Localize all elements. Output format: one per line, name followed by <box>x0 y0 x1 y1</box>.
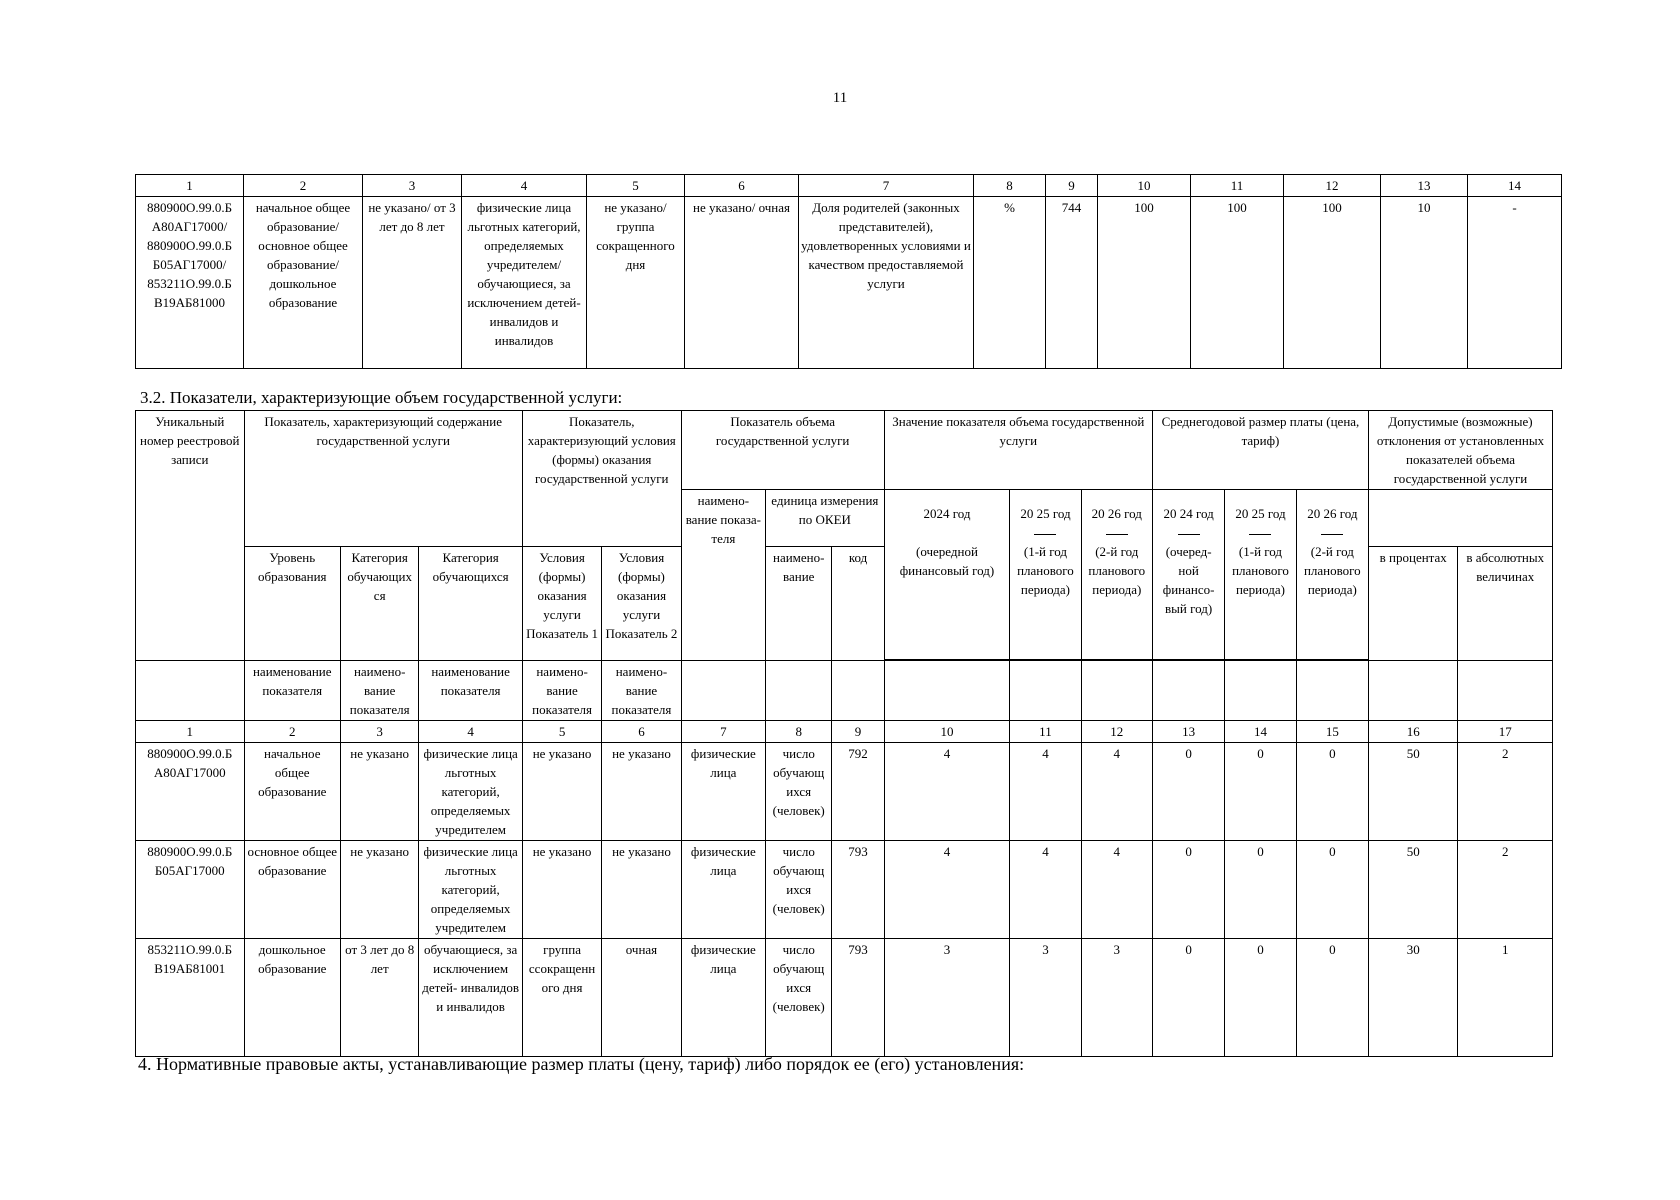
row-category-1: не указано <box>340 841 418 939</box>
header-volume-values: Значение показателя объема государственной услуги <box>884 411 1152 490</box>
col-number: 15 <box>1296 721 1368 743</box>
value-2025-sublabel: (1-й год планового периода) <box>1017 544 1074 597</box>
table1-value-2026: 100 <box>1284 197 1381 369</box>
header-indicator-name: наимено- вание показа- теля <box>681 490 765 661</box>
header-name-2: наимено- вание показателя <box>340 661 418 721</box>
header-content-indicator: Показатель, характеризующий содержание государственной услуги <box>244 411 522 547</box>
col-number: 12 <box>1081 721 1152 743</box>
header-empty <box>1458 661 1553 721</box>
separator-line <box>1321 534 1343 535</box>
row-registry-number: 880900О.99.0.Б А80АГ17000 <box>136 743 245 841</box>
table1-col-number: 3 <box>363 175 462 197</box>
table1-col-number: 4 <box>462 175 587 197</box>
col-number: 3 <box>340 721 418 743</box>
header-empty <box>1225 661 1296 721</box>
table2-header-row-5 <box>136 661 1553 721</box>
row-fee-2024: 0 <box>1152 939 1224 1057</box>
row-condition-1: группа ссокращенн ого дня <box>522 939 601 1057</box>
table1-row <box>136 197 1562 369</box>
table1-student-group: физические лица льготных категорий, определяемых учредителем/ обучающиеся, за исключением детей-инвалидов и инвалидов <box>462 197 587 369</box>
header-unit-code: код <box>832 547 884 661</box>
row-value-2025: 4 <box>1010 841 1081 939</box>
table1-value-2025: 100 <box>1191 197 1284 369</box>
separator-line <box>1249 534 1271 535</box>
table1-education-level: начальное общее образование/ основное общее образование/ дошкольное образование <box>244 197 363 369</box>
header-empty <box>766 661 832 721</box>
header-percent: в процентах <box>1369 547 1458 661</box>
row-fee-2026: 0 <box>1296 841 1368 939</box>
col-number: 4 <box>419 721 523 743</box>
row-unit-name: число обучающ ихся (человек) <box>766 841 832 939</box>
section-heading-3-2: 3.2. Показатели, характеризующие объем государственной услуги: <box>140 388 623 407</box>
value-2025-label: 20 25 год <box>1020 506 1071 521</box>
table1-deviation-absolute: - <box>1468 197 1562 369</box>
col-number: 9 <box>832 721 884 743</box>
header-condition-2: Условия (формы) оказания услуги Показатель 2 <box>602 547 681 661</box>
table1-condition-2: не указано/ очная <box>685 197 799 369</box>
header-fee-2024 <box>1152 490 1224 660</box>
fee-2025-label: 20 25 год <box>1235 506 1286 521</box>
header-deviations-cont <box>1369 490 1553 547</box>
row-category-1: не указано <box>340 743 418 841</box>
header-okei-unit: единица измерения по ОКЕИ <box>766 490 885 547</box>
header-name-3: наименование показателя <box>419 661 523 721</box>
header-name-5: наимено- вание показателя <box>602 661 681 721</box>
col-number: 16 <box>1369 721 1458 743</box>
row-fee-2024: 0 <box>1152 841 1224 939</box>
table1-col-number: 6 <box>685 175 799 197</box>
row-condition-1: не указано <box>522 841 601 939</box>
col-number: 7 <box>681 721 765 743</box>
fee-2026-sublabel: (2-й год планового периода) <box>1303 544 1361 597</box>
separator-line <box>1106 534 1128 535</box>
row-unit-code: 792 <box>832 743 884 841</box>
table1-unit: % <box>974 197 1046 369</box>
row-registry-number: 853211О.99.0.Б В19АБ81001 <box>136 939 245 1057</box>
row-condition-2: не указано <box>602 743 681 841</box>
row-unit-code: 793 <box>832 841 884 939</box>
fee-2024-label: 20 24 год <box>1163 506 1214 521</box>
row-deviation-percent: 50 <box>1369 743 1458 841</box>
header-average-fee: Среднегодовой размер платы (цена, тариф) <box>1152 411 1368 490</box>
row-category-2: физические лица льготных категорий, определяемых учредителем <box>419 743 523 841</box>
table1-col-number: 10 <box>1098 175 1191 197</box>
row-fee-2024: 0 <box>1152 743 1224 841</box>
header-empty <box>1296 661 1368 721</box>
col-number: 5 <box>522 721 601 743</box>
header-category-2: Категория обучающихся <box>419 547 523 661</box>
table1-col-number: 11 <box>1191 175 1284 197</box>
header-unit-name: наимено- вание <box>766 547 832 661</box>
header-value-2025 <box>1010 490 1081 660</box>
row-value-2025: 4 <box>1010 743 1081 841</box>
row-fee-2025: 0 <box>1225 939 1296 1057</box>
row-value-2025: 3 <box>1010 939 1081 1057</box>
row-value-2024: 4 <box>884 743 1010 841</box>
header-empty <box>1010 661 1081 721</box>
value-2026-label: 20 26 год <box>1091 506 1142 521</box>
row-indicator-name: физические лица <box>681 841 765 939</box>
separator-line <box>1178 534 1200 535</box>
header-empty <box>1152 661 1224 721</box>
table2-col-number-row <box>136 721 1553 743</box>
col-number: 11 <box>1010 721 1081 743</box>
table1-col-number: 9 <box>1046 175 1098 197</box>
row-education-level: основное общее образование <box>244 841 340 939</box>
header-conditions-indicator: Показатель, характеризующий условия (формы) оказания государственной услуги <box>522 411 681 547</box>
row-category-2: физические лица льготных категорий, определяемых учредителем <box>419 841 523 939</box>
header-registry-empty <box>136 661 245 721</box>
header-value-2026 <box>1081 490 1152 660</box>
fee-2025-sublabel: (1-й год планового периода) <box>1232 544 1289 597</box>
row-deviation-absolute: 2 <box>1458 743 1553 841</box>
header-empty <box>832 661 884 721</box>
table1-unit-code: 744 <box>1046 197 1098 369</box>
row-condition-1: не указано <box>522 743 601 841</box>
table1-student-category: не указано/ от 3 лет до 8 лет <box>363 197 462 369</box>
row-value-2024: 3 <box>884 939 1010 1057</box>
row-unit-name: число обучающ ихся (человек) <box>766 939 832 1057</box>
row-registry-number: 880900О.99.0.Б Б05АГ17000 <box>136 841 245 939</box>
header-fee-2026 <box>1296 490 1368 660</box>
header-value-2024 <box>884 490 1010 660</box>
table1-col-number: 8 <box>974 175 1046 197</box>
col-number: 10 <box>884 721 1010 743</box>
table-row <box>136 939 1553 1057</box>
col-number: 14 <box>1225 721 1296 743</box>
col-number: 1 <box>136 721 245 743</box>
col-number: 17 <box>1458 721 1553 743</box>
table1-value-2024: 100 <box>1098 197 1191 369</box>
fee-2024-sublabel: (очеред- ной финансо- вый год) <box>1162 544 1215 616</box>
header-unique-number: Уникальный номер реестровой записи <box>136 411 245 661</box>
table1-deviation-percent: 10 <box>1381 197 1468 369</box>
row-deviation-absolute: 1 <box>1458 939 1553 1057</box>
row-deviation-percent: 30 <box>1369 939 1458 1057</box>
row-fee-2026: 0 <box>1296 939 1368 1057</box>
value-2024-sublabel: (очередной финансовый год) <box>899 544 995 578</box>
row-category-1: от 3 лет до 8 лет <box>340 939 418 1057</box>
table1-condition-1: не указано/ группа сокращенного дня <box>587 197 685 369</box>
header-level: Уровень образования <box>244 547 340 661</box>
table1-col-number: 5 <box>587 175 685 197</box>
table1-col-number: 13 <box>1381 175 1468 197</box>
row-deviation-absolute: 2 <box>1458 841 1553 939</box>
table1-col-number: 7 <box>799 175 974 197</box>
table1-registry-number: 880900О.99.0.Б А80АГ17000/ 880900О.99.0.Б Б05АГ17000/ 853211О.99.0.Б В19АБ81000 <box>136 197 244 369</box>
row-unit-name: число обучающ ихся (человек) <box>766 743 832 841</box>
table-row <box>136 841 1553 939</box>
header-empty <box>681 661 765 721</box>
row-condition-2: очная <box>602 939 681 1057</box>
table1-col-number: 14 <box>1468 175 1562 197</box>
volume-indicators-table <box>135 410 1553 1057</box>
header-empty <box>1081 661 1152 721</box>
row-value-2024: 4 <box>884 841 1010 939</box>
row-unit-code: 793 <box>832 939 884 1057</box>
row-value-2026: 4 <box>1081 841 1152 939</box>
col-number: 2 <box>244 721 340 743</box>
table1-header-row <box>136 175 1562 197</box>
table1-col-number: 1 <box>136 175 244 197</box>
table1-col-number: 12 <box>1284 175 1381 197</box>
row-value-2026: 3 <box>1081 939 1152 1057</box>
quality-indicators-table <box>135 174 1562 369</box>
header-fee-2025 <box>1225 490 1296 660</box>
row-category-2: обучающиеся, за исключением детей- инвалидов и инвалидов <box>419 939 523 1057</box>
separator-line <box>1034 534 1056 535</box>
header-name-1: наименование показателя <box>244 661 340 721</box>
header-deviations: Допустимые (возможные) отклонения от установленных показателей объема государственной услуги <box>1369 411 1553 490</box>
row-fee-2025: 0 <box>1225 743 1296 841</box>
row-condition-2: не указано <box>602 841 681 939</box>
row-indicator-name: физические лица <box>681 743 765 841</box>
table-row <box>136 743 1553 841</box>
col-number: 13 <box>1152 721 1224 743</box>
header-absolute: в абсолютных величинах <box>1458 547 1553 661</box>
table1-col-number: 2 <box>244 175 363 197</box>
section-heading-4: 4. Нормативные правовые акты, устанавливающие размер платы (цену, тариф) либо порядок ее (его) установления: <box>138 1054 1025 1074</box>
header-name-4: наимено- вание показателя <box>522 661 601 721</box>
header-category-1: Категория обучающих ся <box>340 547 418 661</box>
header-condition-1: Условия (формы) оказания услуги Показатель 1 <box>522 547 601 661</box>
header-empty <box>884 661 1010 721</box>
fee-2026-label: 20 26 год <box>1307 506 1358 521</box>
row-fee-2025: 0 <box>1225 841 1296 939</box>
row-education-level: дошкольное образование <box>244 939 340 1057</box>
header-volume-indicator: Показатель объема государственной услуги <box>681 411 884 490</box>
row-education-level: начальное общее образование <box>244 743 340 841</box>
row-value-2026: 4 <box>1081 743 1152 841</box>
value-2026-sublabel: (2-й год планового периода) <box>1088 544 1146 597</box>
col-number: 6 <box>602 721 681 743</box>
table2-header-row-1 <box>136 411 1553 490</box>
page-number: 11 <box>832 90 848 106</box>
col-number: 8 <box>766 721 832 743</box>
table1-indicator-name: Доля родителей (законных представителей), удовлетворенных условиями и качеством предоставляемой услуги <box>799 197 974 369</box>
row-indicator-name: физические лица <box>681 939 765 1057</box>
row-fee-2026: 0 <box>1296 743 1368 841</box>
header-empty <box>1369 661 1458 721</box>
value-2024-label: 2024 год <box>923 506 971 521</box>
row-deviation-percent: 50 <box>1369 841 1458 939</box>
